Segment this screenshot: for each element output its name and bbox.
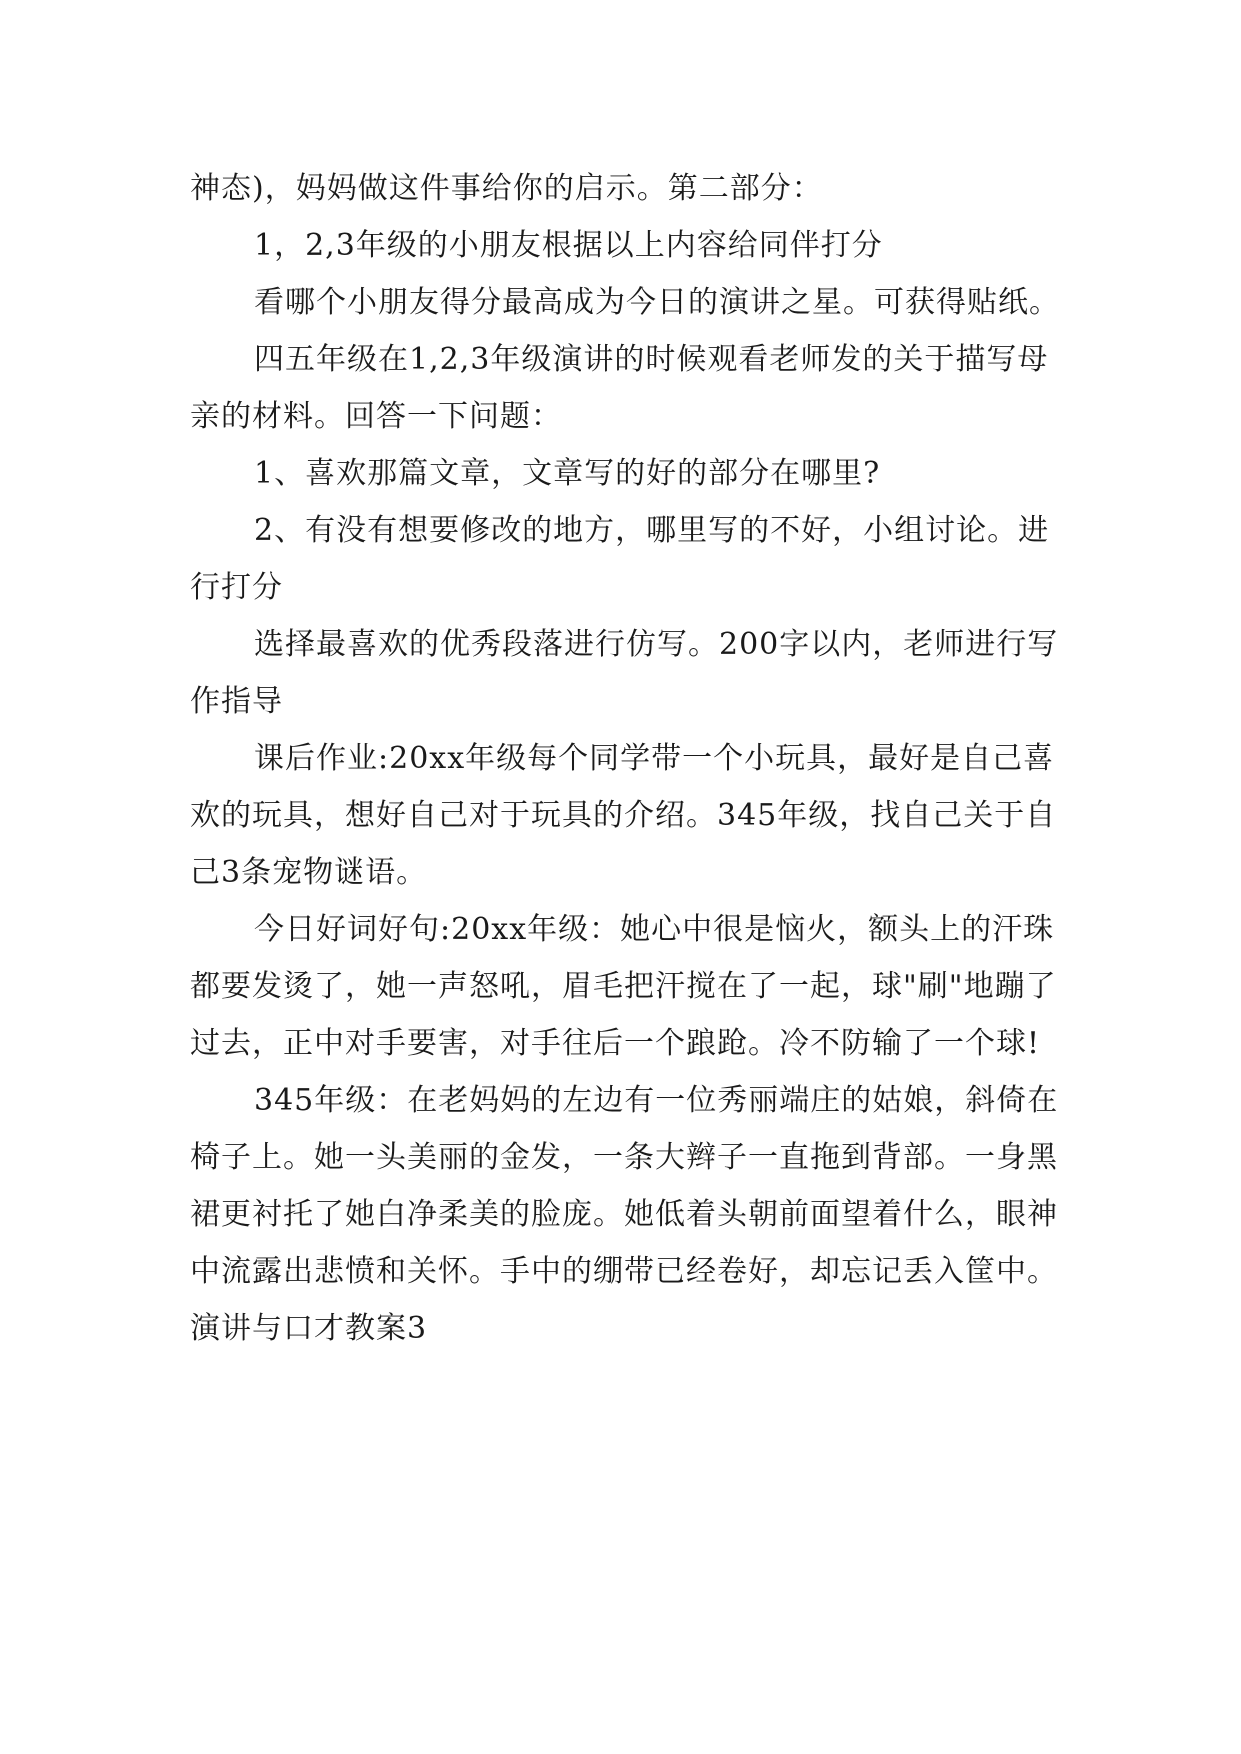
paragraph-speech-star: 看哪个小朋友得分最高成为今日的演讲之星。可获得贴纸。 (254, 285, 1060, 320)
paragraph-question-one: 1、喜欢那篇文章，文章写的好的部分在哪里? (254, 456, 881, 491)
paragraph-question-two: 2、有没有想要修改的地方，哪里写的不好，小组讨论。进行打分 (190, 513, 1050, 605)
paragraph-grade-four-five: 四五年级在1,2,3年级演讲的时候观看老师发的关于描写母亲的材料。回答一下问题： (190, 342, 1049, 434)
paragraph-continuation: 神态)，妈妈做这件事给你的启示。第二部分： (190, 171, 823, 206)
paragraph-good-sentences: 今日好词好句:20xx年级：她心中很是恼火，额头上的汗珠都要发烫了，她一声怒吼，眉毛把汗搅在了一起，球"刷"地蹦了过去，正中对手要害，对手往后一个踉跄。冷不防输了一个球! (190, 912, 1057, 1061)
paragraph-imitation-writing: 选择最喜欢的优秀段落进行仿写。200字以内，老师进行写作指导 (190, 627, 1059, 719)
document-body (190, 160, 1070, 1357)
paragraph-homework: 课后作业:20xx年级每个同学带一个小玩具，最好是自己喜欢的玩具，想好自己对于玩具的介绍。345年级，找自己关于自己3条宠物谜语。 (190, 741, 1057, 890)
paragraph-scoring: 1，2,3年级的小朋友根据以上内容给同伴打分 (254, 228, 883, 263)
paragraph-grade-345-description: 345年级：在老妈妈的左边有一位秀丽端庄的姑娘，斜倚在椅子上。她一头美丽的金发，一条大辫子一直拖到背部。一身黑裙更衬托了她白净柔美的脸庞。她低着头朝前面望着什么，眼神中流露出悲愤和关怀。手中的绷带已经卷好，却忘记丢入筐中。 (190, 1083, 1059, 1289)
section-heading: 演讲与口才教案3 (190, 1311, 428, 1346)
